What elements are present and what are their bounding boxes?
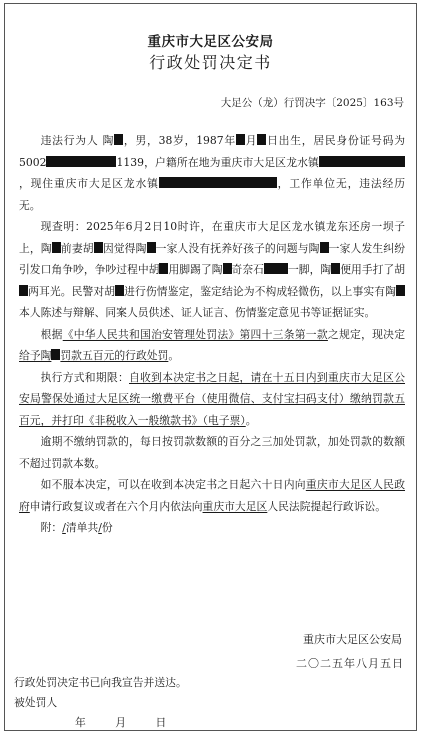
redaction-block [223, 263, 232, 274]
appeal-paragraph: 如不服本决定，可以在收到本决定书之日起六十日内向重庆市大足区人民政府申请行政复议或者在六个月内依法向重庆市大足区人民法院提起行政诉讼。 [19, 478, 406, 513]
late-payment-paragraph: 逾期不缴纳罚款的，每日按罚款数额的百分之三加处罚款，加处罚款的数额不超过罚款本数。 [19, 435, 405, 470]
redaction-block [147, 242, 156, 253]
signature-date: 二〇二五年八月五日 [296, 657, 404, 670]
redaction-block [396, 285, 405, 296]
document-body [19, 130, 405, 539]
recipient-label: 被处罚人 [14, 696, 58, 709]
execution-paragraph: 执行方式和期限：自收到本决定书之日起，请在十五日内到重庆市大足区公安局警保处通过大足区统一缴费平台（使用微信、支付宝扫码支付）缴纳罚款五百元，并打印《非税收入一般缴款书》（电子票）。 [19, 370, 406, 427]
signature-agency: 重庆市大足区公安局 [303, 633, 402, 646]
redaction-block [320, 242, 329, 253]
redaction-block [19, 285, 28, 296]
redaction-block [52, 242, 61, 253]
document-page [4, 3, 417, 731]
offender-info-paragraph: 违法行为人 陶 ，男，38岁，1987年 月 日出生，居民身份证号码为5002 1139，户籍所在地为重庆市大足区龙水镇，现住重庆市大足区龙水镇 ，工作单位无，违法经历无。 [19, 134, 406, 212]
redaction-block [236, 134, 245, 145]
redaction-block [115, 285, 124, 296]
document-title: 行政处罚决定书 [149, 53, 272, 72]
receipt-note: 行政处罚决定书已向我宣告并送达。 [14, 676, 187, 689]
redaction-block [114, 134, 123, 145]
recipient-date-line: 年 月 日 [75, 716, 167, 729]
redaction-block [365, 156, 405, 167]
issuing-agency: 重庆市大足区公安局 [147, 34, 274, 50]
attachment-line: 附：/清单共/份 [40, 521, 113, 534]
redaction-block [159, 177, 277, 188]
document-number: 大足公（龙）行罚决字〔2025〕163号 [220, 97, 404, 109]
redaction-block [264, 263, 288, 274]
redaction-block [94, 242, 103, 253]
redaction-block [319, 156, 365, 167]
redaction-block [331, 263, 340, 274]
legal-basis-paragraph: 根据《中华人民共和国治安管理处罚法》第四十三条第一款之规定，现决定给予陶 罚款五百元的行政处罚。 [19, 327, 406, 362]
facts-paragraph: 现查明：2025年6月2日10时许，在重庆市大足区龙水镇龙东还房一坝子上，陶 前妻胡 因觉得陶 一家人没有抚养好孩子的问题与陶 一家人发生纠纷引发口角争吵，争吵过程中胡 用脚踢了陶 奇奈石 一脚，陶 便用手打了胡两耳光。民警对胡 进行伤情鉴定，鉴定结论为不构成轻微伤，以上事实有陶本人陈述与辩解、同案人员供述、证人证言、伤情鉴定意见书等证据证实。 [19, 220, 406, 319]
redaction-block [257, 134, 266, 145]
redaction-block [46, 156, 116, 167]
